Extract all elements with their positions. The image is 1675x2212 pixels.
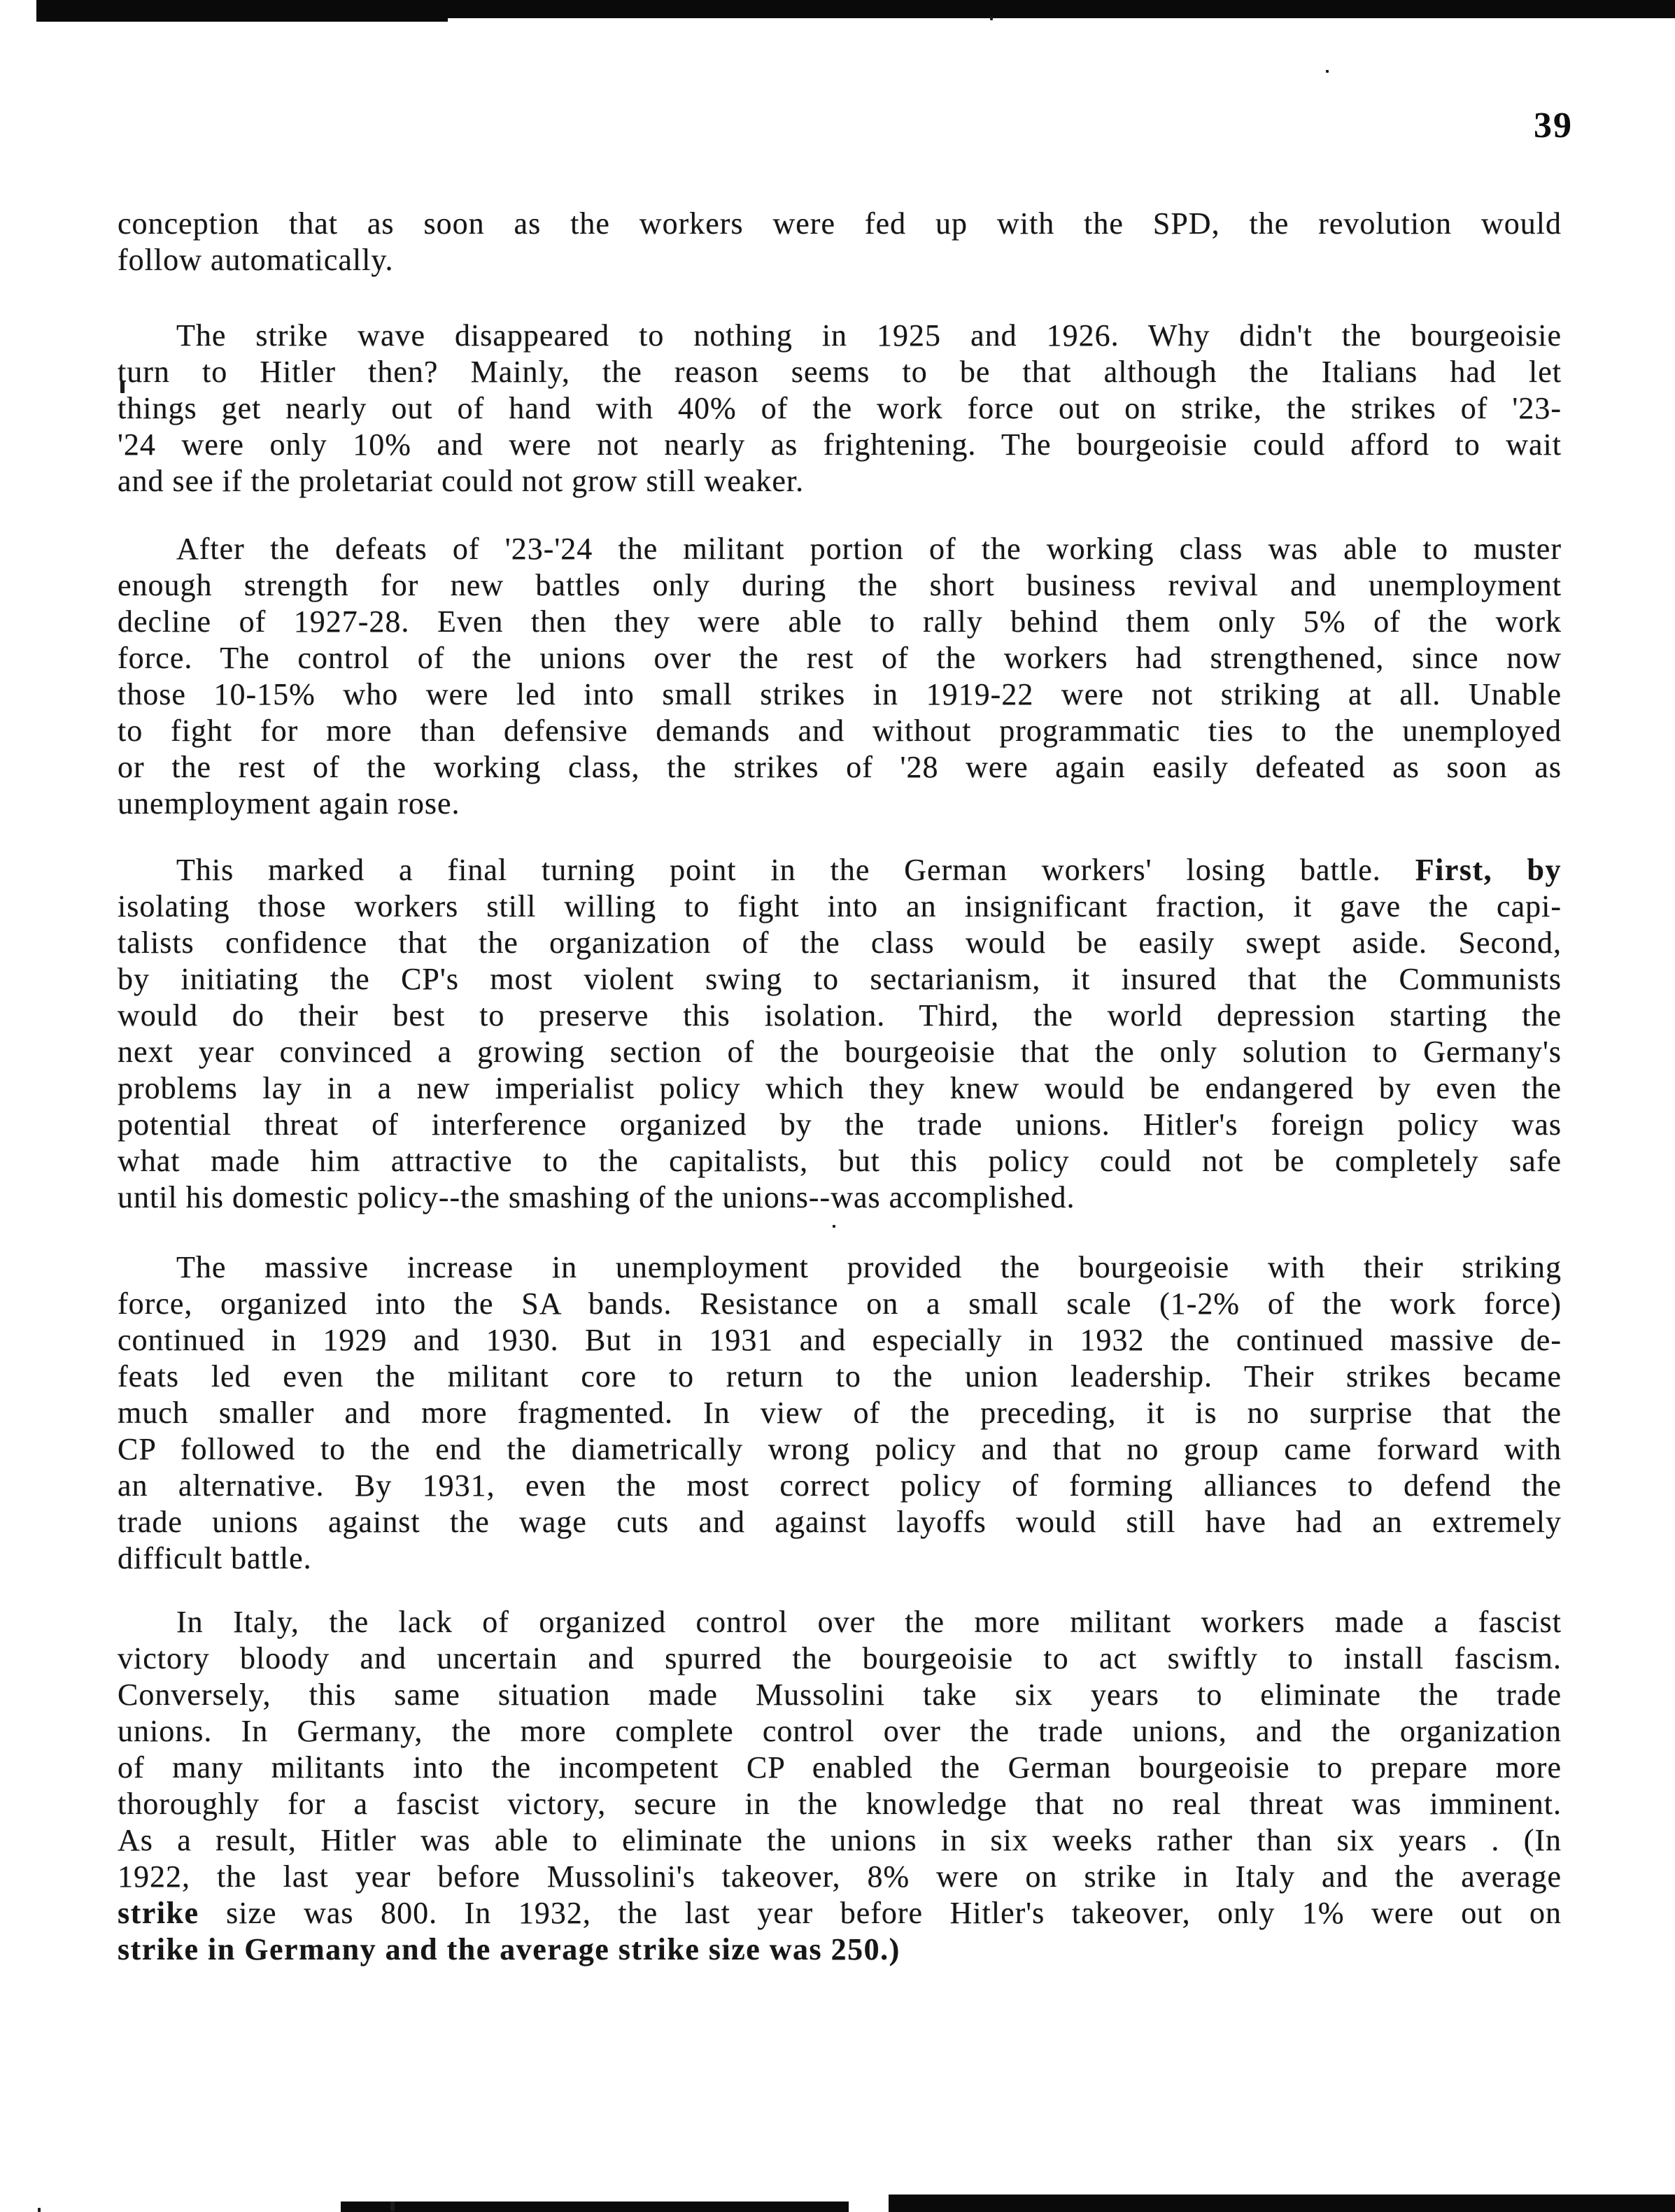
- text-line: The strike wave disappeared to nothing in 1925 and 1926. Why didn't the bourgeoisie: [176, 318, 1562, 353]
- text-line: those 10-15% who were led into small strikes in 1919-22 were not striking at all. Unable: [118, 677, 1562, 711]
- text-line: In Italy, the lack of organized control over the more militant workers made a fascist: [176, 1605, 1562, 1639]
- text-line: strike size was 800. In 1932, the last year before Hitler's takeover, only 1% were out on: [118, 1896, 1562, 1930]
- text-line: to fight for more than defensive demands and without programmatic ties to the unemployed: [118, 714, 1562, 748]
- text-line: enough strength for new battles only during the short business revival and unemployment: [118, 568, 1562, 602]
- text-line: next year convinced a growing section of the bourgeoisie that the only solution to Germany's: [118, 1035, 1562, 1069]
- text-line: 1922, the last year before Mussolini's takeover, 8% were on strike in Italy and the average: [118, 1859, 1562, 1894]
- text-line: an alternative. By 1931, even the most correct policy of forming alliances to defend the: [118, 1468, 1562, 1503]
- text-line: things get nearly out of hand with 40% of the work force out on strike, the strikes of '23-: [118, 391, 1562, 425]
- text-line: trade unions against the wage cuts and against layoffs would still have had an extremely: [118, 1505, 1562, 1539]
- text-line: '24 were only 10% and were not nearly as frightening. The bourgeoisie could afford to wait: [118, 427, 1562, 462]
- text-line: decline of 1927-28. Even then they were able to rally behind them only 5% of the work: [118, 604, 1562, 639]
- text-line: thoroughly for a fascist victory, secure in the knowledge that no real threat was imminent.: [118, 1787, 1562, 1821]
- paragraph: [118, 318, 1562, 499]
- text-line: force. The control of the unions over the rest of the workers had strengthened, since now: [118, 641, 1562, 675]
- scan-speck: [390, 2202, 395, 2211]
- text-line: strike in Germany and the average strike size was 250.): [118, 1932, 900, 1966]
- text-line: and see if the proletariat could not grow still weaker.: [118, 464, 805, 498]
- text-line: force, organized into the SA bands. Resistance on a small scale (1-2% of the work force): [118, 1286, 1562, 1321]
- scan-speck: [1326, 70, 1329, 73]
- paragraph: [118, 206, 1562, 278]
- text-line: much smaller and more fragmented. In view of the preceding, it is no surprise that the: [118, 1396, 1562, 1430]
- scan-artifact-bar-bottom-right: [889, 2195, 1675, 2212]
- text-line: victory bloody and uncertain and spurred the bourgeoisie to act swiftly to install fascism.: [118, 1641, 1562, 1675]
- text-line: unions. In Germany, the more complete control over the trade unions, and the organization: [118, 1714, 1562, 1748]
- paragraph: [118, 531, 1562, 822]
- text-line: This marked a final turning point in the German workers' losing battle. First, by: [176, 853, 1562, 887]
- text-line: continued in 1929 and 1930. But in 1931 and especially in 1932 the continued massive de-: [118, 1323, 1562, 1357]
- page-number: 39: [1534, 106, 1573, 146]
- text-line: CP followed to the end the diametrically wrong policy and that no group came forward with: [118, 1432, 1562, 1466]
- text-line: would do their best to preserve this isolation. Third, the world depression starting the: [118, 998, 1562, 1033]
- text-line: talists confidence that the organization of the class would be easily swept aside. Second,: [118, 926, 1562, 960]
- text-line: problems lay in a new imperialist policy which they knew would be endangered by even the: [118, 1071, 1562, 1105]
- scan-speck: [38, 2208, 41, 2212]
- text-line: As a result, Hitler was able to eliminate the unions in six weeks rather than six years . (In: [118, 1823, 1562, 1857]
- text-line: Conversely, this same situation made Mussolini take six years to eliminate the trade: [118, 1678, 1562, 1712]
- text-line: follow automatically.: [118, 243, 394, 277]
- text-line: until his domestic policy--the smashing of the unions--was accomplished.: [118, 1180, 1075, 1214]
- paragraph: [118, 852, 1562, 1216]
- text-line: conception that as soon as the workers were fed up with the SPD, the revolution would: [118, 206, 1562, 241]
- paragraph: [118, 1604, 1562, 1968]
- text-line: or the rest of the working class, the strikes of '28 were again easily defeated as soon as: [118, 750, 1562, 784]
- scan-speck: [833, 1225, 835, 1228]
- text-line: turn to Hitler then? Mainly, the reason seems to be that although the Italians had let: [118, 355, 1562, 389]
- text-line: potential threat of interference organized by the trade unions. Hitler's foreign policy was: [118, 1107, 1562, 1142]
- text-line: feats led even the militant core to return to the union leadership. Their strikes became: [118, 1359, 1562, 1394]
- paragraph: [118, 1249, 1562, 1577]
- text-line: isolating those workers still willing to fight into an insignificant fraction, it gave the capi-: [118, 889, 1562, 923]
- text-line: difficult battle.: [118, 1541, 312, 1575]
- text-line: what made him attractive to the capitalists, but this policy could not be completely safe: [118, 1144, 1562, 1178]
- scan-artifact-bar-bottom-mid: [341, 2202, 849, 2212]
- text-line: After the defeats of '23-'24 the militant portion of the working class was able to muster: [176, 532, 1562, 566]
- text-line: by initiating the CP's most violent swing to sectarianism, it insured that the Communists: [118, 962, 1562, 996]
- scan-speck: [990, 17, 993, 20]
- text-line: unemployment again rose.: [118, 786, 460, 821]
- text-line: of many militants into the incompetent CP enabled the German bourgeoisie to prepare more: [118, 1750, 1562, 1785]
- scan-artifact-bar-top-left: [36, 0, 448, 22]
- text-line: The massive increase in unemployment provided the bourgeoisie with their striking: [176, 1250, 1562, 1284]
